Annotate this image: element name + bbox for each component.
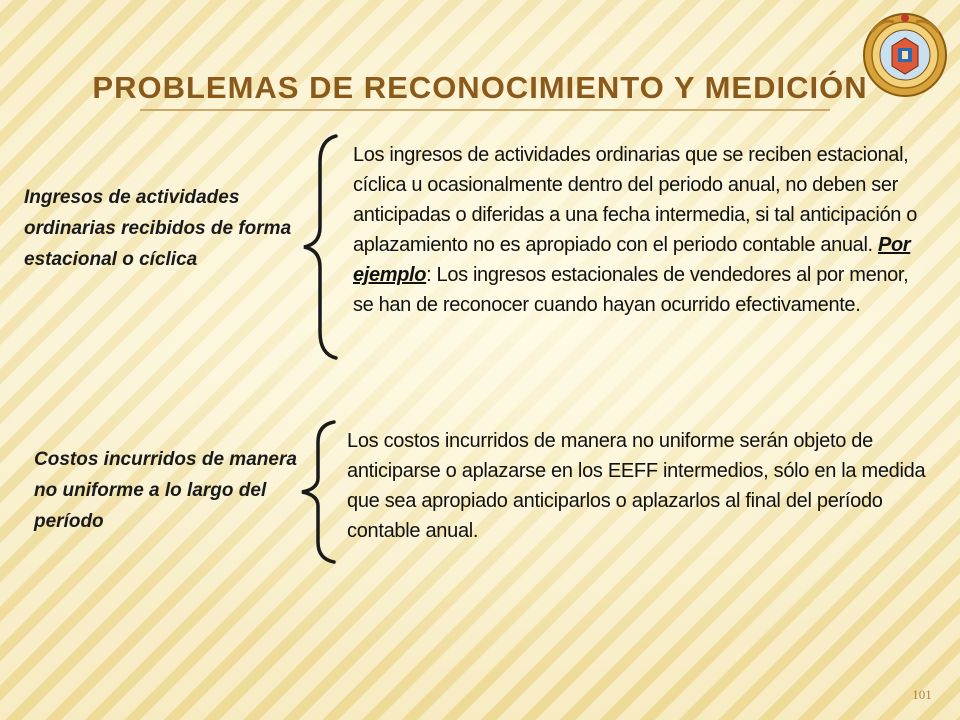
description-text: Los ingresos de actividades ordinarias que se reciben estacional, cíclica u ocasionalmente dentro del periodo anual, no deben ser anticipadas o diferidas a una fecha intermedia, si tal anticipación o aplazamiento no es apropiado con el periodo contable anual. — [353, 144, 917, 256]
page-number: 101 — [912, 687, 932, 702]
description-seasonal-revenue — [353, 140, 933, 320]
slide-title: PROBLEMAS DE RECONOCIMIENTO Y MEDICIÓN — [92, 70, 868, 105]
description-continuation: : Los ingresos estacionales de vendedores al por menor, se han de reconocer cuando hayan ocurrido efectivamente. — [353, 264, 909, 316]
left-brace — [300, 132, 340, 362]
description-nonuniform-costs: Los costos incurridos de manera no uniforme serán objeto de anticiparse o aplazarse en los EEFF intermedios, sólo en la medida que sea apropiado anticiparlos o aplazarlos al final del período contable anual. — [347, 430, 926, 542]
term-nonuniform-costs: Costos incurridos de manera no uniforme a lo largo del período — [34, 449, 297, 532]
example-label: Por ejemplo — [353, 234, 911, 286]
term-seasonal-revenue: Ingresos de actividades ordinarias recibidos de forma estacional o cíclica — [24, 187, 292, 270]
title-underline — [140, 109, 830, 111]
left-brace — [298, 418, 338, 566]
university-seal-icon — [862, 12, 948, 98]
